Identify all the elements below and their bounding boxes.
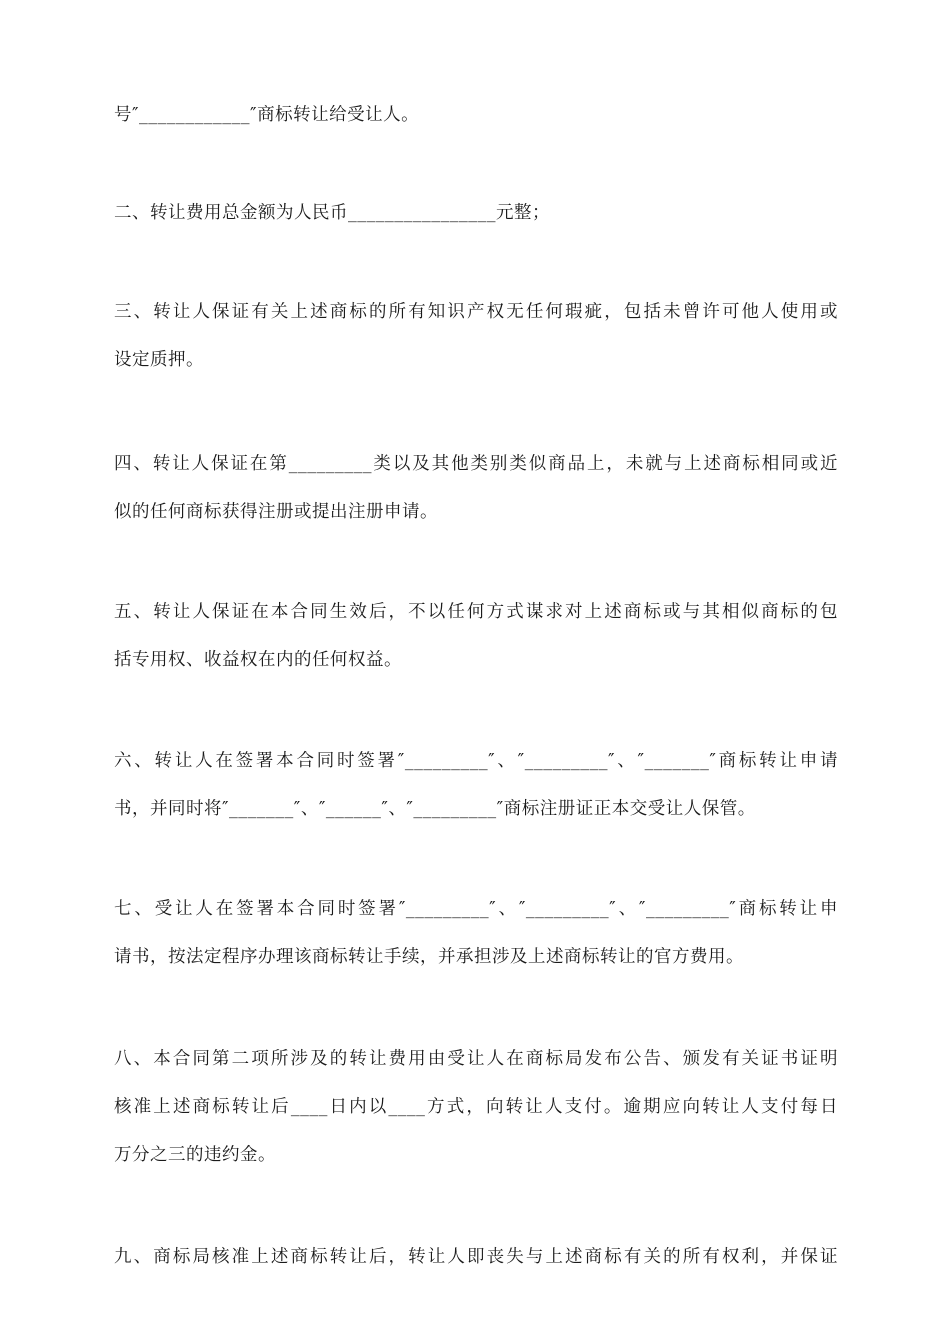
paragraph-line: 七、受让人在签署本合同时签署″_________″、″_________″、″_________″商标转让申	[114, 899, 838, 919]
paragraph-clause-2	[114, 189, 838, 237]
paragraph-clause-8	[114, 1035, 838, 1179]
paragraph-line: 设定质押。	[114, 350, 204, 370]
paragraph-clause-4	[114, 440, 838, 536]
paragraph-clause-7	[114, 885, 838, 981]
paragraph-line: 二、转让费用总金额为人民币________________元整；	[114, 203, 550, 223]
paragraph-line: 书，并同时将″_______″、″______″、″_________″商标注册证正本交受让人保管。	[114, 799, 756, 819]
paragraph-line: 八、本合同第二项所涉及的转让费用由受让人在商标局发布公告、颁发有关证书证明	[114, 1049, 838, 1069]
paragraph-continuation	[114, 91, 838, 139]
paragraph-line: 三、转让人保证有关上述商标的所有知识产权无任何瑕疵，包括未曾许可他人使用或	[114, 302, 838, 322]
paragraph-clause-6	[114, 737, 838, 833]
paragraph-line: 似的任何商标获得注册或提出注册申请。	[114, 502, 438, 522]
paragraph-line: 万分之三的违约金。	[114, 1145, 276, 1165]
paragraph-line: 六、转让人在签署本合同时签署″_________″、″_________″、″_______″商标转让申请	[114, 751, 838, 771]
paragraph-line: 五、转让人保证在本合同生效后，不以任何方式谋求对上述商标或与其相似商标的包	[114, 602, 838, 622]
paragraph-line: 请书，按法定程序办理该商标转让手续，并承担涉及上述商标转让的官方费用。	[114, 947, 744, 967]
paragraph-line: 号″____________″商标转让给受让人。	[114, 105, 420, 125]
paragraph-clause-3	[114, 288, 838, 384]
paragraph-line: 核准上述商标转让后____日内以____方式，向转让人支付。逾期应向转让人支付每日	[114, 1097, 838, 1117]
paragraph-clause-9	[114, 1233, 838, 1281]
paragraph-line: 括专用权、收益权在内的任何权益。	[114, 650, 402, 670]
paragraph-line: 九、商标局核准上述商标转让后，转让人即丧失与上述商标有关的所有权利，并保证	[114, 1247, 838, 1267]
paragraph-line: 四、转让人保证在第_________类以及其他类别类似商品上，未就与上述商标相同或近	[114, 454, 838, 474]
paragraph-clause-5	[114, 588, 838, 684]
